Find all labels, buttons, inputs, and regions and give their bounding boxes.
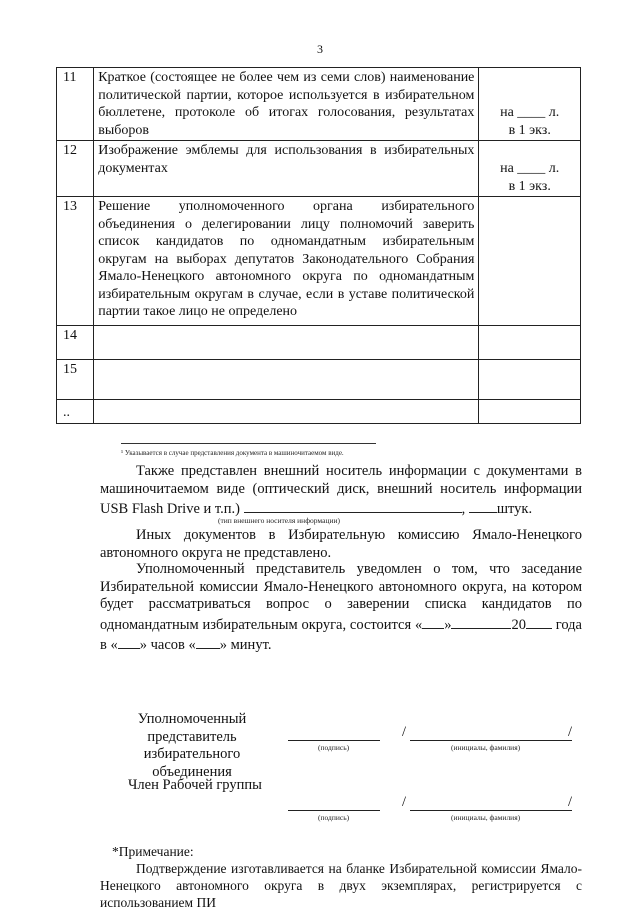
table-row xyxy=(57,141,581,197)
row-number: 12 xyxy=(57,141,94,197)
row-description xyxy=(94,359,479,399)
footnote-divider xyxy=(121,443,376,444)
member-name-line[interactable] xyxy=(410,810,572,811)
name-caption: (инициалы, фамилия) xyxy=(451,813,521,822)
signature-caption: (подпись) xyxy=(318,813,350,822)
note-heading: *Примечание: xyxy=(112,844,194,859)
row-count xyxy=(479,399,581,423)
table-row xyxy=(57,325,581,359)
meeting-notice-paragraph: Уполномоченный представитель уведомлен о том, что заседание Избирательной комиссии Ямало-Ненецкого автономного округа, на котором будет рассматриваться вопрос о заверении списка кандидатов по одномандатным избирательным округа, состоится « » 20 года в « » часов « » минут. xyxy=(100,561,582,653)
table-row xyxy=(57,399,581,423)
member-signature-line[interactable] xyxy=(288,810,380,811)
table-row xyxy=(57,359,581,399)
row-number: .. xyxy=(57,399,94,423)
day-blank[interactable] xyxy=(422,614,444,629)
representative-signature-line[interactable] xyxy=(288,740,380,741)
row-count xyxy=(479,359,581,399)
row-number: 13 xyxy=(57,197,94,326)
row-number: 15 xyxy=(57,359,94,399)
media-unit: штук. xyxy=(496,501,533,517)
copies-count: в 1 экз. xyxy=(508,122,551,138)
page-number: 3 xyxy=(317,42,323,56)
no-other-docs-paragraph: Иных документов в Избирательную комиссию Ямало-Ненецкого автономного округа не представлено. xyxy=(100,527,582,561)
row-description xyxy=(94,399,479,423)
signature-caption: (подпись) xyxy=(318,743,350,752)
sheets-count: на ____ л. xyxy=(500,161,560,176)
row-count xyxy=(479,141,581,197)
month-blank[interactable] xyxy=(451,614,511,629)
row-count xyxy=(479,197,581,326)
minutes-blank[interactable] xyxy=(196,634,220,649)
row-description: Краткое (состоящее не более чем из семи слов) наименование политической партии, которое используется в избирательном бюллетене, протоколе об итогах голосования, результатах выборов xyxy=(94,68,479,141)
row-number: 11 xyxy=(57,68,94,141)
table-row xyxy=(57,197,581,326)
table-row xyxy=(57,68,581,141)
row-count xyxy=(479,325,581,359)
media-paragraph: Также представлен внешний носитель информации с документами в машиночитаемом виде (оптический диск, внешний носитель информации USB Flash Drive и т.п.) , штук. xyxy=(100,463,582,517)
row-description xyxy=(94,325,479,359)
year-blank[interactable] xyxy=(526,614,552,629)
representative-label: Уполномоченный представитель избирательного объединения xyxy=(137,711,247,780)
media-type-caption: (тип внешнего носителя информации) xyxy=(218,516,340,525)
member-label: Член Рабочей группы xyxy=(128,777,262,793)
row-description: Изображение эмблемы для использования в избирательных документах xyxy=(94,141,479,197)
row-description: Решение уполномоченного органа избирательного объединения о делегировании лицу полномочий заверить список кандидатов по одномандатным избирательным округам на выборах депутатов Законодательного Собрания Ямало-Ненецкого автономного округа по одномандатным избирательным округам в случае, если в уставе политической партии такое лицо не определено xyxy=(94,197,479,326)
hours-blank[interactable] xyxy=(118,634,140,649)
name-caption: (инициалы, фамилия) xyxy=(451,743,521,752)
media-type-blank[interactable] xyxy=(244,498,462,513)
row-number: 14 xyxy=(57,325,94,359)
footnote: ¹ Указывается в случае представления документа в машиночитаемом виде. xyxy=(121,449,344,457)
media-text: Также представлен внешний носитель информации с документами в машиночитаемом виде (оптический диск, внешний носитель информации USB Flash Drive и т.п.) xyxy=(100,463,582,517)
representative-name-line[interactable] xyxy=(410,740,572,741)
row-count xyxy=(479,68,581,141)
meeting-notice-text: Уполномоченный представитель уведомлен о том, что заседание Избирательной комиссии Ямало-Ненецкого автономного округа, на котором будет рассматриваться вопрос о заверении списка кандидатов по одномандатным избирательным округа, состоится xyxy=(100,561,582,633)
sheets-count: на ____ л. xyxy=(500,105,560,120)
documents-table xyxy=(56,67,581,424)
media-count-blank[interactable] xyxy=(469,498,497,513)
copies-count: в 1 экз. xyxy=(508,178,551,194)
note-text: Подтверждение изготавливается на бланке Избирательной комиссии Ямало-Ненецкого автономного округа в двух экземплярах, регистрируется с использованием ПИ xyxy=(100,861,582,910)
